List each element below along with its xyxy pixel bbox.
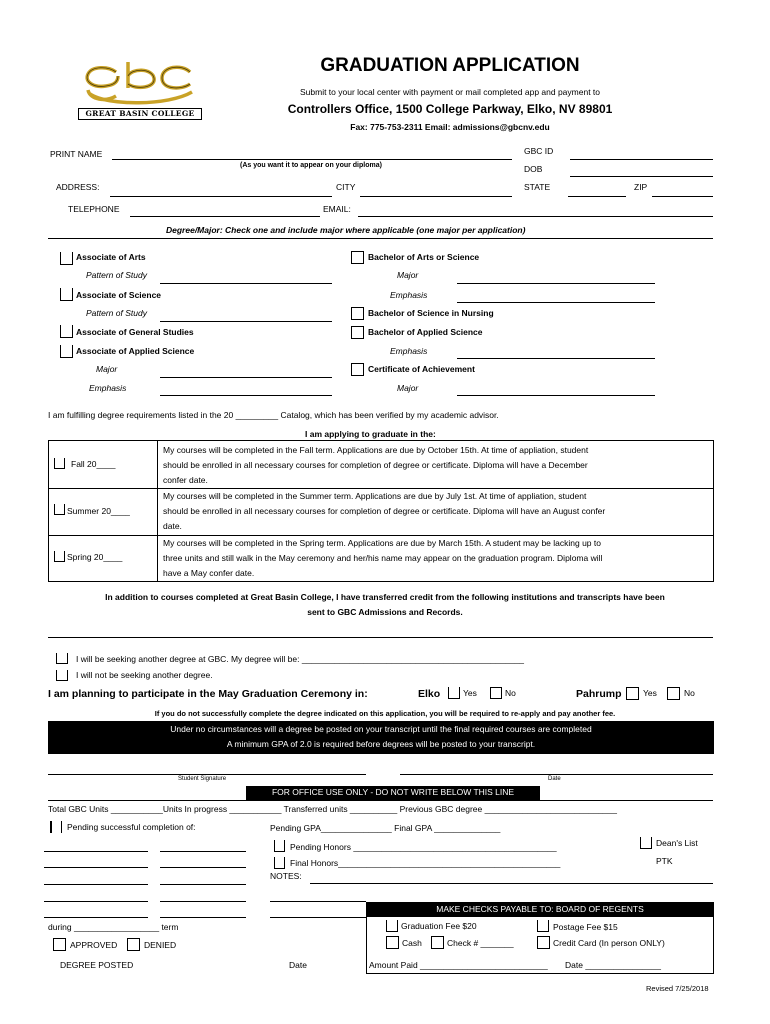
associate-arts-checkbox[interactable]	[60, 252, 73, 265]
address-field[interactable]	[110, 196, 332, 197]
spring-checkbox[interactable]	[54, 551, 65, 562]
ceremony-question: I am planning to participate in the May Graduation Ceremony in:	[48, 688, 368, 700]
check-checkbox[interactable]	[431, 936, 444, 949]
elko-yes-checkbox[interactable]	[448, 687, 460, 699]
degree-posted-label: DEGREE POSTED	[60, 960, 134, 970]
logo-label: GREAT BASIN COLLEGE	[78, 108, 202, 120]
payment-banner-text: MAKE CHECKS PAYABLE TO: BOARD OF REGENTS	[436, 904, 644, 914]
mailing-address: Controllers Office, 1500 College Parkway, Elko, NV 89801	[287, 102, 613, 116]
notes-field-3[interactable]	[270, 917, 366, 918]
term-table-divider-1	[49, 488, 713, 489]
submit-instructions: Submit to your local center with payment or mail completed app and payment to	[299, 87, 600, 97]
transfer-text-2: sent to GBC Admissions and Records.	[307, 607, 463, 617]
zip-field[interactable]	[652, 196, 713, 197]
summer-desc-3: date.	[163, 521, 182, 531]
associate-science-checkbox[interactable]	[60, 288, 73, 301]
certificate-checkbox[interactable]	[351, 363, 364, 376]
city-field[interactable]	[360, 196, 512, 197]
gbc-logo	[78, 58, 202, 126]
graduation-fee-checkbox[interactable]	[386, 920, 398, 932]
spring-desc-3: have a May confer date.	[163, 568, 255, 578]
dob-label: DOB	[524, 164, 543, 174]
transfer-text-1: In addition to courses completed at Great Basin College, I have transferred credit from the following institutions and transcripts have been	[105, 592, 665, 602]
graduation-fee-label: Graduation Fee $20	[401, 921, 477, 931]
state-label: STATE	[524, 182, 551, 192]
name-hint: (As you want it to appear on your diploma)	[240, 162, 382, 169]
pahrump-yes-label: Yes	[643, 688, 657, 698]
associate-arts-label: Associate of Arts	[76, 252, 146, 262]
bachelor-applied-checkbox[interactable]	[351, 326, 364, 339]
pending-completion-label: Pending successful completion of:	[67, 822, 196, 832]
fall-desc-1: My courses will be completed in the Fall term. Applications are due by October 15th. At time of appliation, student	[163, 445, 589, 455]
amount-paid-line: Amount Paid ___________________________	[369, 960, 548, 970]
student-signature-field[interactable]	[48, 774, 366, 775]
check-label: Check # _______	[447, 938, 514, 948]
spring-label: Spring 20____	[67, 552, 123, 562]
catalog-statement: I am fulfilling degree requirements listed in the 20 _________ Catalog, which has been verified by my academic advisor.	[48, 410, 499, 420]
signature-date-label: Date	[548, 776, 561, 782]
major-right-2-label: Major	[397, 383, 419, 393]
summer-label: Summer 20____	[67, 506, 130, 516]
gbc-id-field[interactable]	[570, 159, 713, 160]
bachelor-applied-label: Bachelor of Applied Science	[368, 327, 483, 337]
fall-desc-3: confer date.	[163, 475, 208, 485]
student-signature-label: Student Signature	[178, 776, 227, 782]
emphasis-right-1-field[interactable]	[457, 302, 655, 303]
during-term-line: during __________________ term	[48, 922, 179, 932]
bachelor-arts-science-checkbox[interactable]	[351, 251, 364, 264]
office-course-line-5a[interactable]	[44, 917, 148, 918]
office-course-line-2a[interactable]	[44, 867, 148, 868]
final-honors-label: Final Honors_______________________________________________	[290, 858, 561, 868]
not-seeking-another-degree: I will not be seeking another degree.	[76, 670, 213, 680]
pending-completion-checkbox[interactable]	[50, 821, 62, 833]
ptk-checkbox[interactable]	[640, 855, 652, 867]
credit-card-label: Credit Card (In person ONLY)	[553, 938, 665, 948]
gbc-id-label: GBC ID	[524, 146, 554, 156]
telephone-label: TELEPHONE	[68, 204, 120, 214]
notice-line-1: Under no circumstances will a degree be posted on your transcript until the final required courses are completed	[170, 724, 592, 734]
major-right-1-label: Major	[397, 270, 419, 280]
email-field[interactable]	[358, 216, 713, 217]
degree-heading-rule	[48, 238, 713, 239]
seeking-checkbox[interactable]	[56, 653, 68, 664]
term-table	[48, 440, 714, 582]
zip-label: ZIP	[634, 182, 648, 192]
city-label: CITY	[336, 182, 356, 192]
payment-banner	[367, 903, 713, 917]
units-line: Total GBC Units ___________Units In progress ___________ Transferred units __________ Previous GBC degree ____________________________	[48, 804, 617, 814]
signature-date-field[interactable]	[400, 774, 713, 775]
page-title-text: GRADUATION APPLICATION	[320, 55, 580, 76]
office-banner-rule	[48, 800, 713, 801]
transfer-institutions-field[interactable]	[48, 637, 713, 638]
bachelor-nursing-checkbox[interactable]	[351, 307, 364, 320]
major-right-1-field[interactable]	[457, 283, 655, 284]
emphasis-right-2-field[interactable]	[457, 358, 655, 359]
bachelor-nursing-label: Bachelor of Science in Nursing	[368, 308, 494, 318]
pattern-study-2-label: Pattern of Study	[86, 308, 147, 318]
spring-desc-1: My courses will be completed in the Spring term. Applications are due by March 15th. A student may be lacking up to	[163, 538, 601, 548]
certificate-label: Certificate of Achievement	[368, 364, 475, 374]
ptk-label: PTK	[656, 856, 673, 866]
approved-checkbox[interactable]	[53, 938, 66, 951]
seeking-another-degree: I will be seeking another degree at GBC. My degree will be: _______________________________________________	[76, 654, 525, 664]
pattern-study-2-field[interactable]	[160, 321, 332, 322]
pending-gpa-line: Pending GPA_______________ Final GPA ______________	[270, 823, 501, 833]
office-course-line-5b[interactable]	[160, 917, 246, 918]
pending-honors-label: Pending Honors ___________________________________________	[290, 842, 557, 852]
associate-applied-label: Associate of Applied Science	[76, 346, 195, 356]
credit-card-checkbox[interactable]	[537, 936, 550, 949]
telephone-field[interactable]	[130, 216, 320, 217]
major-left-label: Major	[96, 364, 118, 374]
elko-no-checkbox[interactable]	[490, 687, 502, 699]
deans-list-label: Dean's List	[656, 838, 698, 848]
postage-fee-checkbox[interactable]	[537, 920, 549, 932]
fall-label: Fall 20____	[71, 459, 116, 469]
contact-info: Fax: 775-753-2311 Email: admissions@gbcnv.edu	[350, 122, 550, 132]
notice-bar	[48, 721, 714, 754]
cash-label: Cash	[402, 938, 422, 948]
term-table-divider-2	[49, 535, 713, 536]
ceremony-warning: If you do not successfully complete the degree indicated on this application, you will be required to re-apply and pay another fee.	[154, 709, 616, 718]
emphasis-left-field[interactable]	[160, 395, 332, 396]
elko-no-label: No	[505, 688, 516, 698]
fall-checkbox[interactable]	[54, 458, 65, 469]
degree-heading: Degree/Major: Check one and include major where applicable (one major per application)	[166, 225, 526, 235]
summer-checkbox[interactable]	[54, 504, 65, 515]
cash-checkbox[interactable]	[386, 936, 399, 949]
notice-line-2: A minimum GPA of 2.0 is required before degrees will be posted to your transcript.	[226, 739, 536, 749]
elko-label: Elko	[418, 688, 441, 700]
postage-fee-label: Postage Fee $15	[553, 922, 618, 932]
degree-posted-date-label: Date	[289, 960, 307, 970]
pahrump-no-checkbox[interactable]	[667, 687, 680, 700]
denied-checkbox[interactable]	[127, 938, 140, 951]
notes-field-2[interactable]	[270, 901, 366, 902]
major-right-2-field[interactable]	[457, 395, 655, 396]
denied-label: DENIED	[144, 940, 177, 950]
approved-label: APPROVED	[70, 940, 118, 950]
gbc-logo-mark-icon	[78, 58, 202, 108]
print-name-label: PRINT NAME	[50, 149, 103, 159]
dob-field[interactable]	[570, 176, 713, 177]
office-course-line-2b[interactable]	[160, 867, 246, 868]
pahrump-no-label: No	[684, 688, 695, 698]
office-course-line-4b[interactable]	[160, 901, 246, 902]
office-course-line-3a[interactable]	[44, 884, 148, 885]
office-course-line-4a[interactable]	[44, 901, 148, 902]
associate-general-label: Associate of General Studies	[76, 327, 194, 337]
office-banner	[246, 786, 540, 800]
office-course-line-1a[interactable]	[44, 851, 148, 852]
associate-applied-checkbox[interactable]	[60, 345, 73, 358]
emphasis-right-1-label: Emphasis	[390, 290, 428, 300]
summer-desc-2: should be enrolled in all necessary courses for completion of degree or certificate. Diploma will have an August confer	[163, 506, 606, 516]
notes-label: NOTES:	[270, 871, 302, 881]
print-name-field[interactable]	[112, 159, 512, 160]
emphasis-right-2-label: Emphasis	[390, 346, 428, 356]
pahrump-yes-checkbox[interactable]	[626, 687, 639, 700]
office-course-line-1b[interactable]	[160, 851, 246, 852]
email-label: EMAIL:	[323, 204, 351, 214]
deans-list-checkbox[interactable]	[640, 837, 652, 849]
payment-box	[366, 902, 714, 974]
pending-honors-checkbox[interactable]	[274, 840, 285, 852]
spring-desc-2: three units and still walk in the May ceremony and her/his name may appear on the graduation program. Diploma will	[163, 553, 603, 563]
notes-field-1[interactable]	[310, 883, 713, 884]
bachelor-arts-science-label: Bachelor of Arts or Science	[368, 252, 480, 262]
fall-desc-2: should be enrolled in all necessary courses for completion of degree or certificate. Diploma will have a December	[163, 460, 588, 470]
office-banner-text: FOR OFFICE USE ONLY - DO NOT WRITE BELOW THIS LINE	[271, 787, 515, 797]
pattern-study-1-field[interactable]	[160, 283, 332, 284]
payment-date-line: Date ________________	[565, 960, 661, 970]
term-table-divider-v	[157, 441, 158, 581]
revision-date: Revised 7/25/2018	[646, 984, 709, 993]
associate-science-label: Associate of Science	[76, 290, 162, 300]
elko-yes-label: Yes	[463, 688, 477, 698]
not-seeking-checkbox[interactable]	[56, 670, 68, 681]
applying-heading: I am applying to graduate in the:	[305, 429, 436, 439]
office-course-line-3b[interactable]	[160, 884, 246, 885]
pahrump-label: Pahrump	[576, 688, 622, 700]
address-label: ADDRESS:	[56, 182, 100, 192]
final-honors-checkbox[interactable]	[274, 857, 285, 869]
state-field[interactable]	[568, 196, 626, 197]
pattern-study-1-label: Pattern of Study	[86, 270, 147, 280]
major-left-field[interactable]	[160, 377, 332, 378]
emphasis-left-label: Emphasis	[89, 383, 127, 393]
summer-desc-1: My courses will be completed in the Summer term. Applications are due by July 1st. At time of appliation, student	[163, 491, 587, 501]
associate-general-checkbox[interactable]	[60, 325, 73, 338]
